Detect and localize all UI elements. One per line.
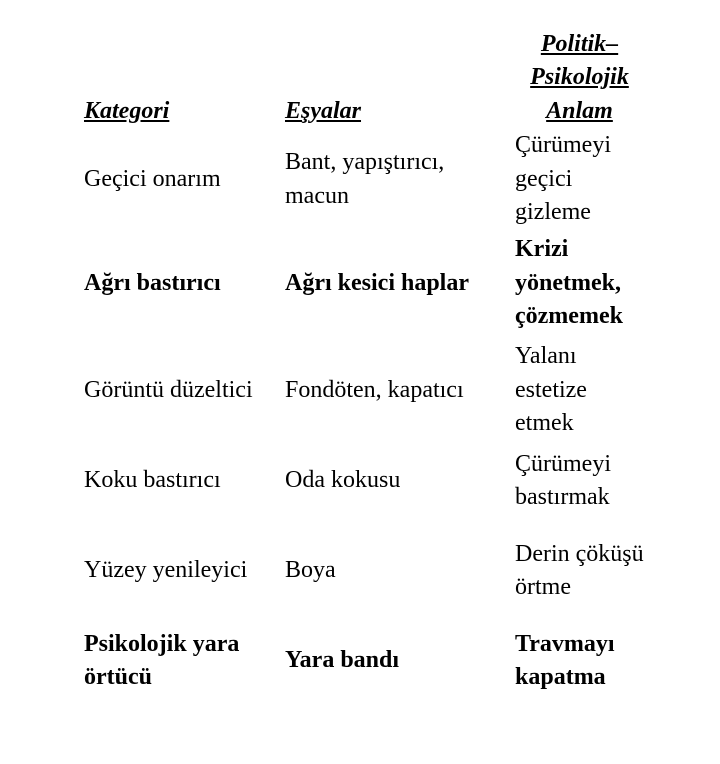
row-5-category: Yüzey yenileyici (84, 557, 248, 584)
row-5-meaning: Derin çöküşü örtme (515, 540, 644, 600)
row-1-meaning: Çürümeyi geçici gizleme (515, 132, 611, 226)
row-4-category: Koku bastırıcı (84, 467, 221, 494)
row-5-items: Boya (285, 557, 336, 584)
row-6-meaning: Travmayı kapatma (515, 630, 615, 690)
row-4-meaning: Çürümeyi bastırmak (515, 450, 611, 510)
category-table (84, 30, 644, 697)
row-6-category: Psikolojik yara örtücü (84, 630, 240, 690)
row-2-items: Ağrı kesici haplar (285, 269, 469, 296)
row-1-items: Bant, yapıştırıcı, macun (285, 149, 445, 209)
row-3-items: Fondöten, kapatıcı (285, 376, 464, 403)
row-3-category: Görüntü düzeltici (84, 376, 253, 403)
row-2-meaning: Krizi yönetmek, çözmemek (515, 236, 623, 330)
header-esyalar: Eşyalar (285, 97, 362, 124)
header-anlam: Politik–Psikolojik Anlam (530, 30, 629, 124)
header-kategori: Kategori (84, 97, 170, 124)
row-1-category: Geçici onarım (84, 165, 221, 192)
row-4-items: Oda kokusu (285, 467, 401, 494)
row-6-items: Yara bandı (285, 647, 400, 674)
row-2-category: Ağrı bastırıcı (84, 269, 221, 296)
row-3-meaning: Yalanı estetize etmek (515, 343, 587, 437)
